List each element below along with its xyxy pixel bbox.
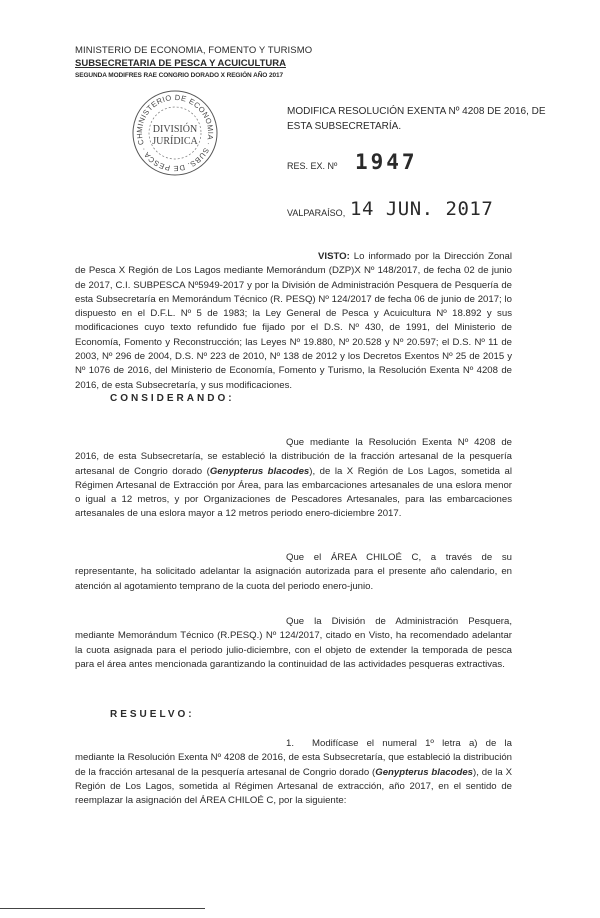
resuelvo-p1-a: Modifícase el numeral 1º letra a) de la mediante la Resolución Exenta Nº 4208 de 2016, de esta Subsecretaría, que estableció la distribución de la fracción artesanal de la pesquería artesanal de Congrio dorado (	[75, 738, 512, 778]
resuelvo-p1-species: Genypterus blacodes	[375, 766, 474, 778]
header-ministry: MINISTERIO DE ECONOMIA, FOMENTO Y TURISMO	[75, 45, 313, 56]
issue-date: 14 JUN. 2017	[350, 198, 494, 220]
resuelvo-p1-b: ), de la X Región de Los Lagos, sometida al Régimen Artesanal de extracción, año 2017, en el sentido de reemplazar la asignación del ÁREA CHILOÉ C, por la siguiente:	[75, 766, 512, 807]
resuelvo-heading: RESUELVO:	[110, 709, 195, 720]
resolution-number: 1947	[355, 150, 418, 174]
stamp-center-line1: DIVISIÓN	[152, 124, 198, 135]
resuelvo-num: 1.	[286, 738, 295, 749]
resuelvo-paragraph-1	[75, 737, 512, 808]
visto-paragraph	[75, 250, 512, 393]
footer-signature-line	[0, 908, 205, 909]
header-subsecretaria: SUBSECRETARIA DE PESCA Y ACUICULTURA	[75, 58, 286, 69]
stamp-ring-text: MINISTERIO DE ECONOMIA · SUBS. DE PESCA · CH	[134, 92, 216, 174]
stamp-center-line2: JURÍDICA	[152, 136, 198, 147]
considerando-p1-a: Que mediante la Resolución Exenta Nº 4208 de 2016, de esta Subsecretaría, se estableció la distribución de la fracción artesanal de la pesquería artesanal de Congrio dorado (	[75, 437, 512, 477]
place-city: VALPARAÍSO,	[287, 208, 346, 218]
visto-text: Lo informado por la Dirección Zonal de Pesca X Región de Los Lagos mediante Memorándum (DZP)X Nº 148/2017, de fecha 02 de junio de 2017, C.I. SUBPESCA Nº5949-2017 y por la División de Administración Pesquera de Pesquería de esta Subsecretaría en Memorándum Técnico (R. PESQ) Nº 124/2017 de fecha 06 de junio de 2017; lo dispuesto en el D.F.L. Nº 5 de 1983; la Ley General de Pesca y Acuicultura Nº 18.892 y sus modificaciones cuyo texto refundido fue fijado por el D.S. Nº 430, de 1991, del Ministerio de Economía, Fomento y Reconstrucción; las Leyes Nº 19.880, Nº 20.528 y Nº 20.597; el D.S. Nº 11 de 2003, Nº 296 de 2004, D.S. Nº 223 de 2010, Nº 138 de 2012 y los Decretos Exentos Nº 25 de 2015 y Nº 1076 de 2016, del Ministerio de Economía, Fomento y Turismo, la Resolución Exenta Nº 4208 de 2016, de esta Subsecretaría, y sus modificaciones.	[75, 251, 512, 391]
considerando-heading: CONSIDERANDO:	[110, 393, 235, 404]
considerando-p1-b: ), de la X Región de Los Lagos, sometida al Régimen Artesanal de Extracción por Área, para las embarcaciones artesanales de una eslora menor o igual a 12 metros, y por Organizaciones de Pescadores Artesanales, para las embarcaciones artesanales de una eslora mayor a 12 metros periodo enero-diciembre 2017.	[75, 465, 512, 520]
visto-lead: VISTO:	[318, 251, 350, 262]
considerando-paragraph-3	[75, 615, 512, 672]
considerando-p2: Que el ÁREA CHILOÉ C, a través de su representante, ha solicitado adelantar la asignación autorizada para el presente año calendario, en atención al agotamiento temprano de la cuota del periodo enero-junio.	[75, 552, 512, 592]
considerando-p1-species: Genypterus blacodes	[209, 465, 310, 477]
header-document-ref: SEGUNDA MODIFRES RAE CONGRIO DORADO X REGIÓN AÑO 2017	[75, 72, 284, 79]
division-juridica-stamp	[130, 88, 220, 178]
considerando-p3: Que la División de Administración Pesquera, mediante Memorándum Técnico (R.PESQ.) Nº 124/2017, citado en Visto, ha recomendado adelantar la cuota asignada para el periodo julio-diciembre, con el objeto de extender la temporada de pesca para el área antes mencionada garantizando la continuidad de las actividades pesqueras extractivas.	[75, 616, 512, 670]
considerando-paragraph-2	[75, 551, 512, 594]
resolution-label: RES. EX. Nº	[287, 161, 338, 171]
document-subject: MODIFICA RESOLUCIÓN EXENTA Nº 4208 DE 2016, DE ESTA SUBSECRETARÍA.	[287, 106, 546, 132]
considerando-paragraph-1	[75, 436, 512, 522]
